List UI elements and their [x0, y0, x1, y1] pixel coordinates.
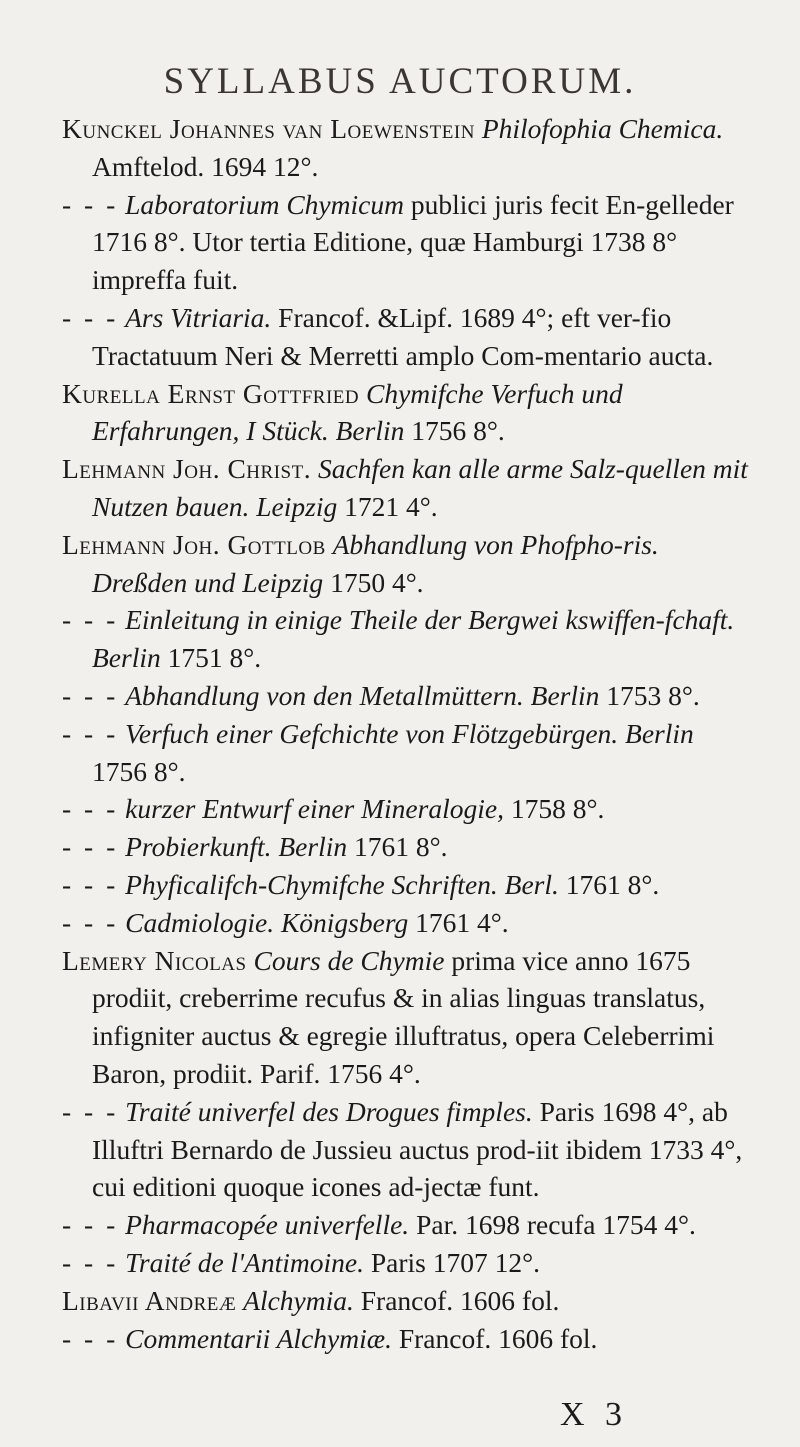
- entry-author: Libavii Andreæ: [62, 1284, 237, 1316]
- entry-author: - - -: [62, 301, 119, 333]
- entry-author: - - -: [62, 906, 119, 938]
- bibliography-entry: [62, 904, 752, 942]
- entry-details: Par. 1698 recufa 1754 4°.: [416, 1209, 696, 1241]
- entry-author: Lehmann Joh. Christ.: [62, 453, 312, 485]
- entry-author: - - -: [62, 604, 119, 636]
- bibliography-entry: [62, 110, 752, 186]
- bibliography-list: [62, 110, 752, 1357]
- entry-title: Einleitung in einige Theile der Bergwei kswiffen-fchaft. Berlin: [92, 604, 735, 674]
- entry-author: - - -: [62, 717, 119, 749]
- bibliography-entry: [62, 1244, 752, 1282]
- bibliography-entry: [62, 942, 752, 1093]
- entry-details: 1751 8°.: [167, 642, 262, 674]
- entry-title: Ars Vitriaria.: [125, 301, 272, 333]
- entry-author: - - -: [62, 1322, 119, 1354]
- entry-details: 1756 8°.: [411, 415, 505, 447]
- entry-title: kurzer Entwurf einer Mineralogie,: [125, 793, 504, 825]
- entry-title: Chymifche Verfuch und Erfahrungen, I Stück. Berlin: [92, 377, 623, 447]
- bibliography-entry: [62, 299, 752, 375]
- entry-details: 1761 4°.: [415, 906, 509, 938]
- entry-author: - - -: [62, 793, 119, 825]
- entry-author: Lehmann Joh. Gottlob: [62, 528, 326, 560]
- entry-details: 1761 8°.: [565, 868, 660, 900]
- page-header: SYLLABUS AUCTORUM.: [163, 61, 637, 102]
- bibliography-entry: [62, 186, 752, 299]
- entry-author: - - -: [62, 188, 119, 220]
- entry-author: - - -: [62, 868, 119, 900]
- bibliography-entry: [62, 450, 752, 526]
- entry-title: Laboratorium Chymicum: [125, 188, 404, 220]
- entry-details: Paris 1707 12°.: [370, 1246, 540, 1278]
- entry-details: 1721 4°.: [344, 490, 438, 522]
- entry-author: Kunckel Johannes van Loewenstein: [62, 113, 475, 144]
- bibliography-entry: [62, 677, 752, 715]
- entry-title: Philofophia Chemica.: [481, 113, 724, 144]
- entry-author: Lemery Nicolas: [62, 944, 247, 976]
- entry-title: Traité univerfel des Drogues fimples.: [125, 1095, 533, 1127]
- entry-title: Verfuch einer Gefchichte von Flötzgebürgen. Berlin: [125, 717, 694, 749]
- entry-title: Cours de Chymie: [253, 944, 445, 976]
- entry-details: 1753 8°.: [606, 679, 700, 711]
- entry-title: Traité de l'Antimoine.: [125, 1246, 364, 1278]
- entry-details: Paris 1698 4°, ab Illuftri Bernardo de Jussieu auctus prod-iit ibidem 1733 4°, cui editioni quoque icones ad-jectæ funt.: [92, 1095, 743, 1203]
- bibliography-entry: [62, 866, 752, 904]
- entry-details: 1756 8°.: [92, 755, 186, 787]
- entry-author: - - -: [62, 1209, 119, 1241]
- entry-details: 1758 8°.: [510, 793, 605, 825]
- entry-author: Kurella Ernst Gottfried: [62, 377, 360, 409]
- entry-author: - - -: [62, 831, 119, 863]
- bibliography-entry: [62, 790, 752, 828]
- bibliography-entry: [62, 1093, 752, 1206]
- entry-details: Amftelod. 1694 12°.: [92, 150, 319, 182]
- entry-title: Probierkunft. Berlin: [125, 831, 348, 863]
- entry-details: publici juris fecit En-gelleder 1716 8°. Utor tertia Editione, quæ Hamburgi 1738 8° impreffa fuit.: [92, 188, 734, 296]
- entry-title: Commentarii Alchymiæ.: [125, 1322, 392, 1354]
- entry-author: - - -: [62, 1095, 119, 1127]
- entry-details: prima vice anno 1675 prodiit, creberrime recufus & in alias linguas translatus, infigniter auctus & egregie illuftratus, opera Celeberrimi Baron, prodiit. Parif. 1756 4°.: [92, 944, 715, 1089]
- bibliography-entry: [62, 715, 752, 791]
- bibliography-entry: [62, 828, 752, 866]
- entry-author: - - -: [62, 679, 119, 711]
- entry-details: Francof. 1606 fol.: [360, 1284, 560, 1316]
- bibliography-entry: [62, 1320, 752, 1358]
- entry-details: Francof. 1606 fol.: [398, 1322, 598, 1354]
- bibliography-entry: [62, 1206, 752, 1244]
- entry-author: - - -: [62, 1246, 119, 1278]
- bibliography-entry: [62, 601, 752, 677]
- bibliography-entry: [62, 1282, 752, 1320]
- entry-details: 1750 4°.: [330, 566, 424, 598]
- entry-title: Abhandlung von Phofpho-ris. Dreßden und Leipzig: [92, 528, 659, 598]
- entry-details: 1761 8°.: [354, 831, 448, 863]
- entry-title: Pharmacopée univerfelle.: [125, 1209, 410, 1241]
- entry-title: Alchymia.: [243, 1284, 354, 1316]
- signature-mark: X 3: [560, 1396, 629, 1433]
- entry-title: Sachfen kan alle arme Salz-quellen mit Nutzen bauen. Leipzig: [92, 453, 748, 522]
- entry-title: Abhandlung von den Metallmüttern. Berlin: [125, 679, 600, 711]
- bibliography-entry: [62, 526, 752, 602]
- entry-title: Cadmiologie. Königsberg: [125, 906, 409, 938]
- entry-details: Francof. &Lipf. 1689 4°; eft ver-fio Tractatuum Neri & Merretti amplo Com-mentario aucta.: [92, 301, 714, 371]
- entry-title: Phyficalifch-Chymifche Schriften. Berl.: [125, 868, 559, 900]
- bibliography-entry: [62, 375, 752, 451]
